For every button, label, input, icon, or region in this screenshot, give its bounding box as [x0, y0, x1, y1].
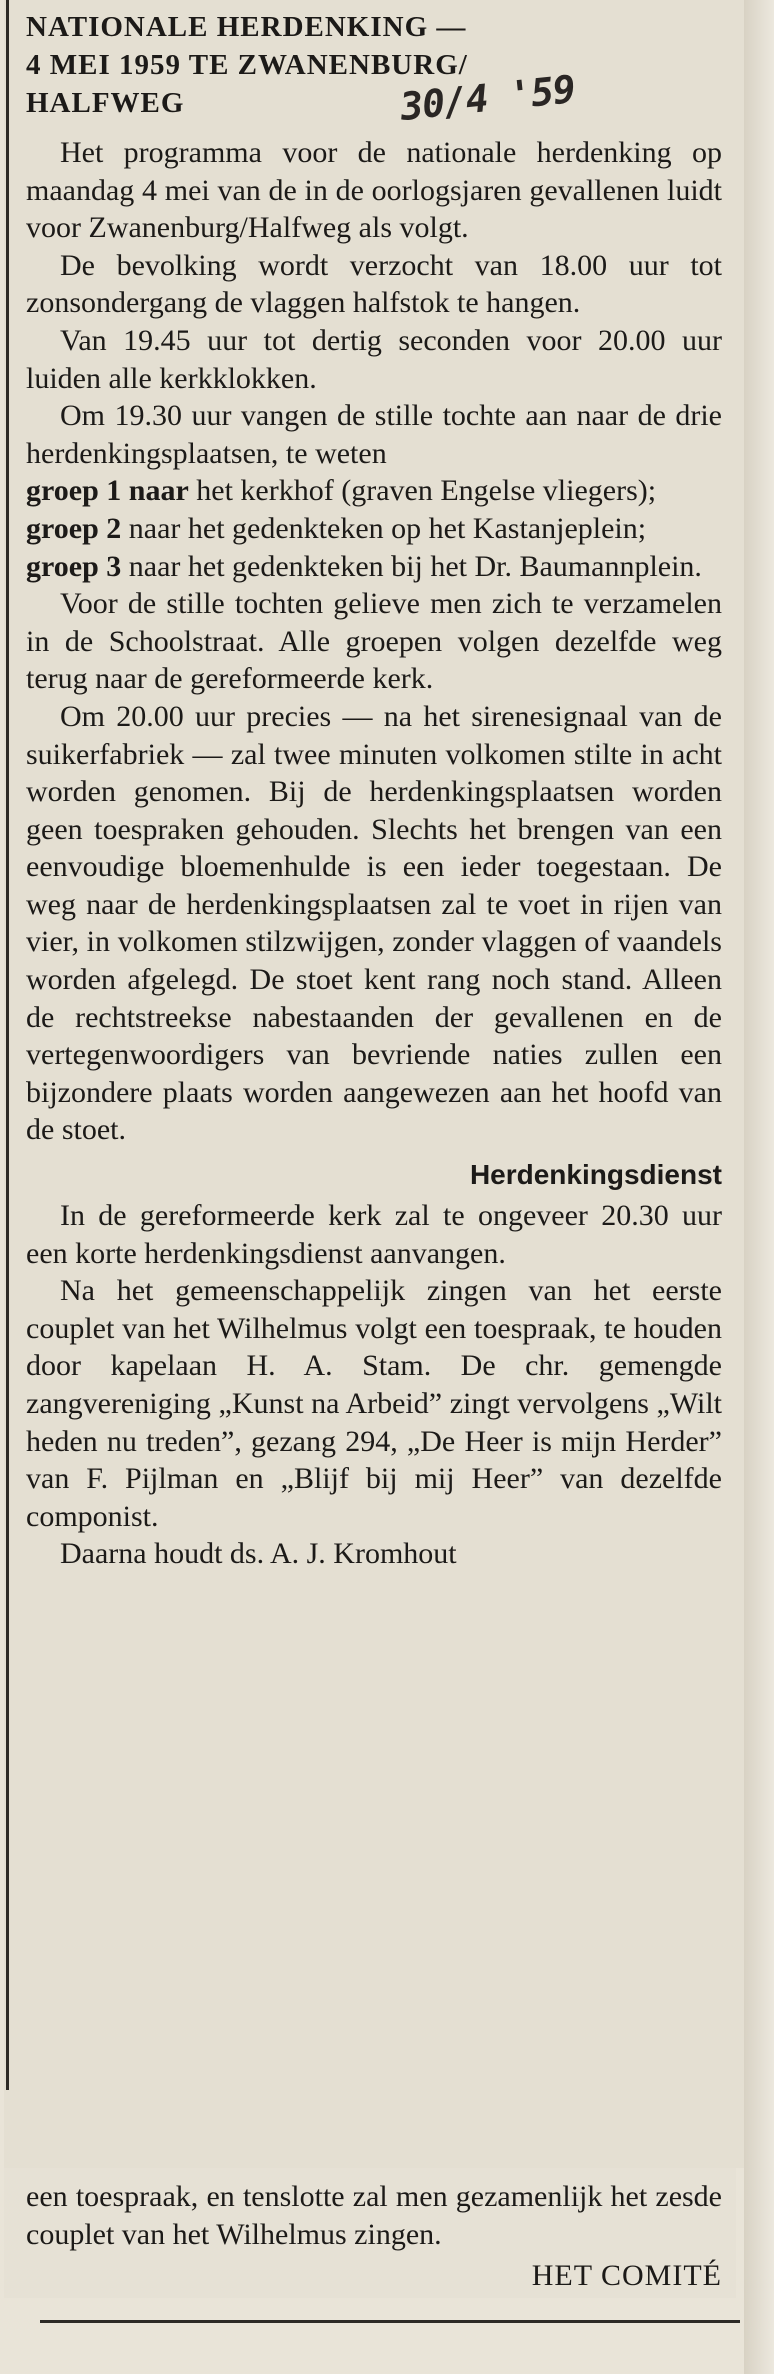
paragraph: In de gereformeerde kerk zal te ongeveer 20.30 uur een korte herdenkingsdienst aanvangen. — [26, 1199, 722, 1270]
article-continuation — [26, 2178, 722, 2295]
headline — [26, 8, 722, 122]
headline-line-3: HALFWEG — [26, 87, 185, 119]
group-text: naar het gedenkteken bij het Dr. Baumannplein. — [128, 549, 702, 583]
headline-line-1: NATIONALE HERDENKING — — [26, 11, 467, 43]
column-rule — [6, 0, 9, 2090]
signature: HET COMITÉ — [531, 2259, 722, 2293]
article-body — [26, 134, 722, 1573]
group-item — [26, 472, 722, 510]
paragraph: Daarna houdt ds. A. J. Kromhout — [60, 1537, 457, 1571]
group-text: het kerkhof (graven Engelse vliegers); — [196, 474, 657, 508]
paragraph: Het programma voor de nationale herdenking op maandag 4 mei van de in de oorlogsjaren gevallenen luidt voor Zwanenburg/Halfweg als volgt. — [26, 136, 722, 245]
handwritten-date: 30/4 '59 — [398, 66, 577, 130]
paragraph: De bevolking wordt verzocht van 18.00 uur tot zonsondergang de vlaggen halfstok te hangen. — [26, 248, 722, 320]
group-label: groep 3 — [26, 549, 122, 583]
paragraph: Voor de stille tochten gelieve men zich te verzamelen in de Schoolstraat. Alle groepen volgen dezelfde weg terug naar de gereformeerde kerk. — [26, 587, 722, 696]
group-item — [26, 548, 722, 586]
group-label: groep 2 — [26, 511, 122, 545]
paragraph: Na het gemeenschappelijk zingen van het eerste couplet van het Wilhelmus volgt een toespraak, te houden door kapelaan H. A. Stam. De chr. gemengde zangvereniging „Kunst na Arbeid” zingt vervolgens „Wilt heden nu treden”, gezang 294, „De Heer is mijn Herder” van F. Pijlman en „Blijf bij mij Heer” van dezelfde componist. — [26, 1274, 722, 1533]
group-text: naar het gedenkteken op het Kastanjeplein; — [128, 511, 647, 545]
paragraph: Van 19.45 uur tot dertig seconden voor 20.00 uur luiden alle kerkklokken. — [26, 323, 722, 395]
continuation-text: een toespraak, en tenslotte zal men gezamenlijk het zesde couplet van het Wilhelmus zingen. — [26, 2180, 722, 2251]
group-label: groep 1 naar — [26, 474, 189, 508]
section-heading: Herdenkingsdienst — [469, 1159, 722, 1191]
group-item — [26, 510, 722, 548]
paragraph: Om 19.30 uur vangen de stille tochte aan naar de drie herdenkingsplaatsen, te weten — [26, 399, 722, 470]
paragraph: Om 20.00 uur precies — na het sirenesignaal van de suikerfabriek — zal twee minuten volkomen stilte in acht worden genomen. Bij de herdenkingsplaatsen worden geen toespraken gehouden. Slechts het brengen van een eenvoudige bloemenhulde is een ieder toegestaan. De weg naar de herdenkingsplaatsen zal te voet in rijen van vier, in volkomen stilzwijgen, zonder vlaggen of vaandels worden afgelegd. De stoet kent rang noch stand. Alleen de rechtstreekse nabestaanden der gevallenen en de vertegenwoordigers van bevriende naties zullen een bijzondere plaats worden aangewezen aan het hoofd van de stoet. — [26, 699, 722, 1147]
background-paper — [744, 0, 774, 2374]
headline-line-2: 4 MEI 1959 TE ZWANENBURG/ — [26, 49, 468, 81]
bottom-rule — [40, 2320, 740, 2323]
